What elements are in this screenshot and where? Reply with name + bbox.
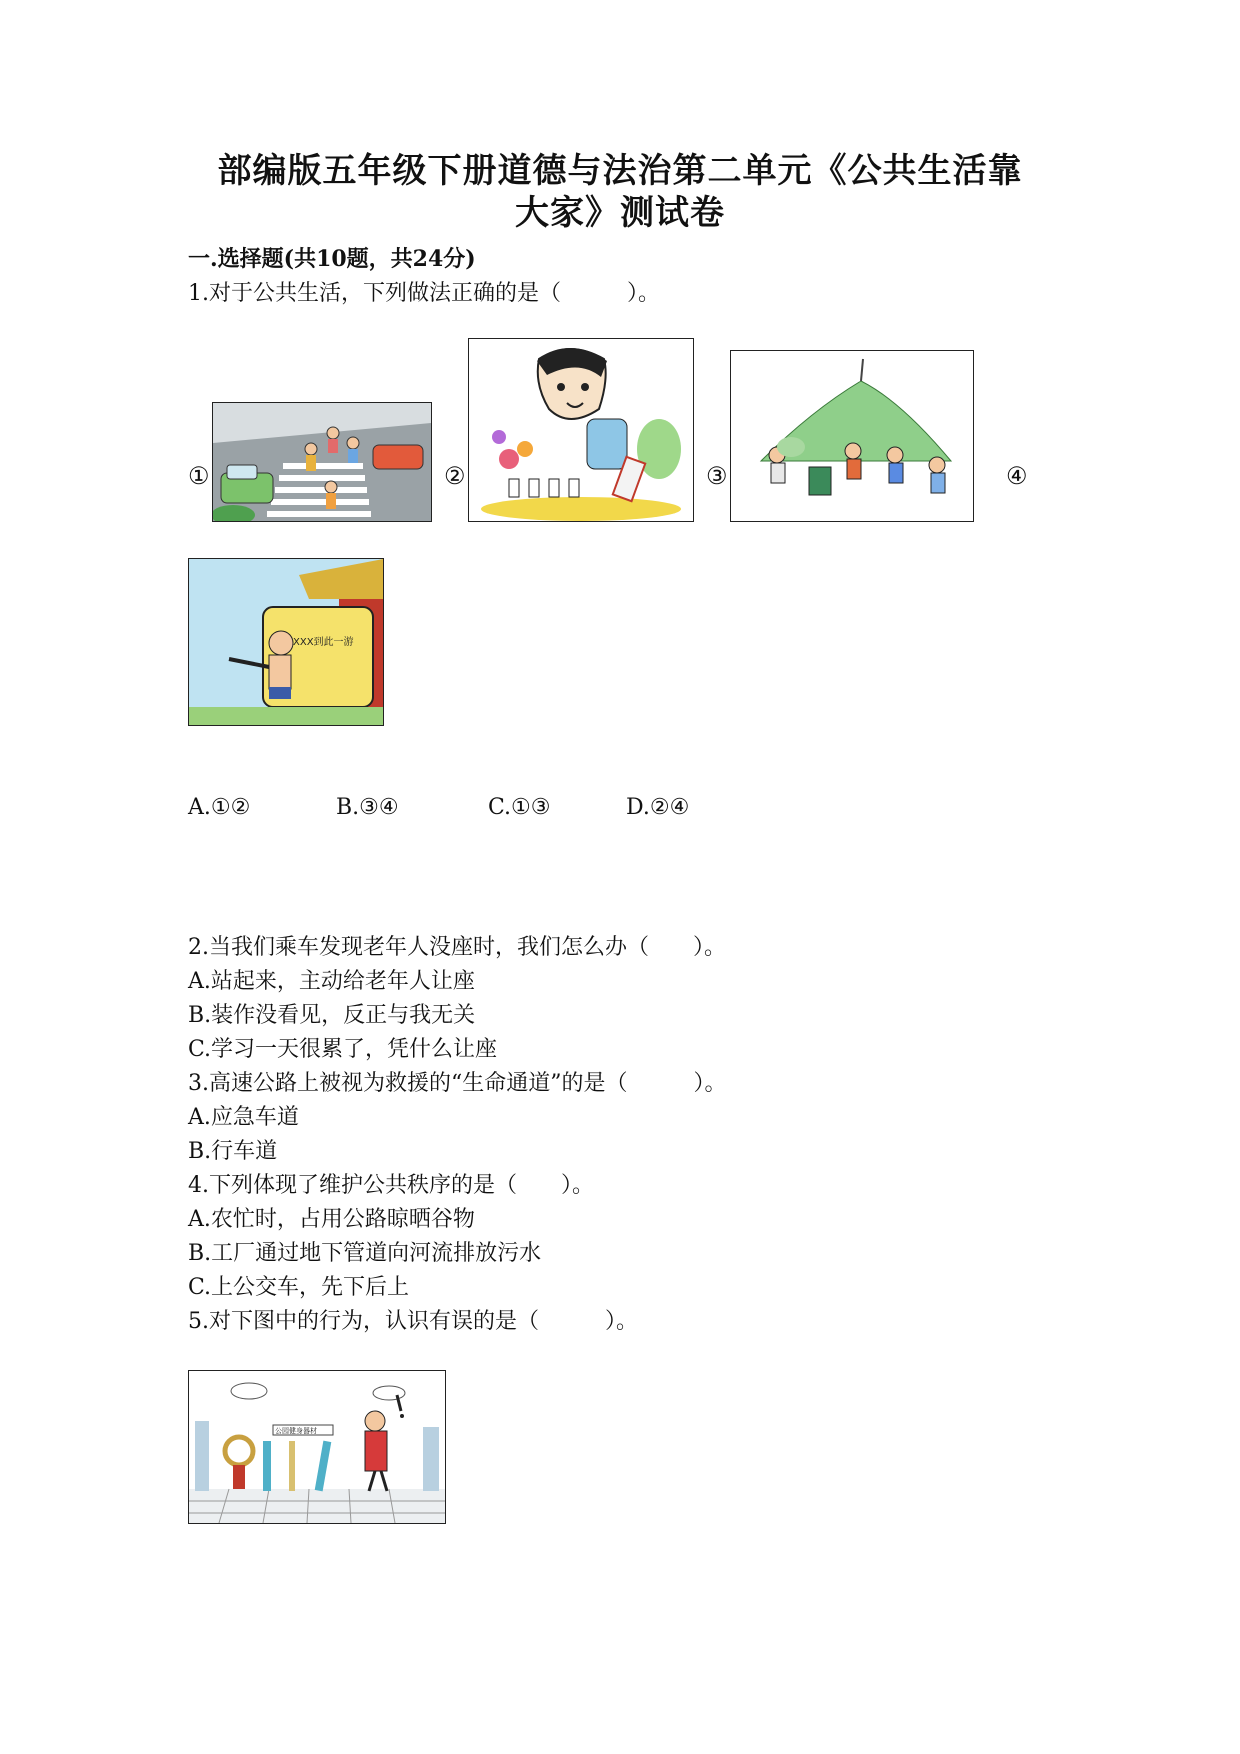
equipment-sign-text: 公园健身器材 [275, 1427, 317, 1435]
page-title [150, 150, 1090, 234]
q4-option-b: B.工厂通过地下管道向河流排放污水 [188, 1241, 542, 1266]
q1-label-3: ③ [706, 462, 728, 490]
q3-option-b: B.行车道 [188, 1139, 278, 1164]
q1-option-b: B.③④ [336, 795, 399, 820]
q1-label-2: ② [444, 462, 466, 490]
q1-image-1-crosswalk [212, 402, 432, 522]
q1-image-3-kids-picking-litter [730, 350, 974, 522]
q2-option-a: A.站起来，主动给老年人让座 [188, 969, 475, 994]
q2-option-c: C.学习一天很累了，凭什么让座 [188, 1037, 498, 1062]
q4-option-c: C.上公交车，先下后上 [188, 1275, 410, 1300]
title-line-1: 部编版五年级下册道德与法治第二单元《公共生活靠 [217, 151, 1023, 191]
q1-label-4: ④ [1006, 462, 1028, 490]
title-line-2: 大家》测试卷 [515, 193, 725, 233]
question-3-stem: 3.高速公路上被视为救援的“生命通道”的是（ ）。 [188, 1071, 727, 1096]
q5-image-fitness-equipment [188, 1370, 446, 1524]
question-1-stem: 1.对于公共生活，下列做法正确的是（ ）。 [188, 281, 660, 306]
q3-option-a: A.应急车道 [188, 1105, 299, 1130]
graffiti-text: XXX到此一游 [293, 637, 354, 648]
q1-option-d: D.②④ [626, 795, 690, 820]
q1-image-4-graffiti-on-monument [188, 558, 384, 726]
question-2-stem: 2.当我们乘车发现老年人没座时，我们怎么办（ ）。 [188, 935, 726, 960]
section-heading: 一.选择题(共10题，共24分) [188, 246, 476, 272]
question-5-stem: 5.对下图中的行为，认识有误的是（ ）。 [188, 1309, 638, 1334]
q1-option-a: A.①② [188, 795, 251, 820]
q1-label-1: ① [188, 462, 210, 490]
q4-option-a: A.农忙时，占用公路晾晒谷物 [188, 1207, 475, 1232]
q2-option-b: B.装作没看见，反正与我无关 [188, 1003, 476, 1028]
q1-image-2-boy-picking-flowers [468, 338, 694, 522]
q1-option-c: C.①③ [488, 795, 551, 820]
question-4-stem: 4.下列体现了维护公共秩序的是（ ）。 [188, 1173, 594, 1198]
